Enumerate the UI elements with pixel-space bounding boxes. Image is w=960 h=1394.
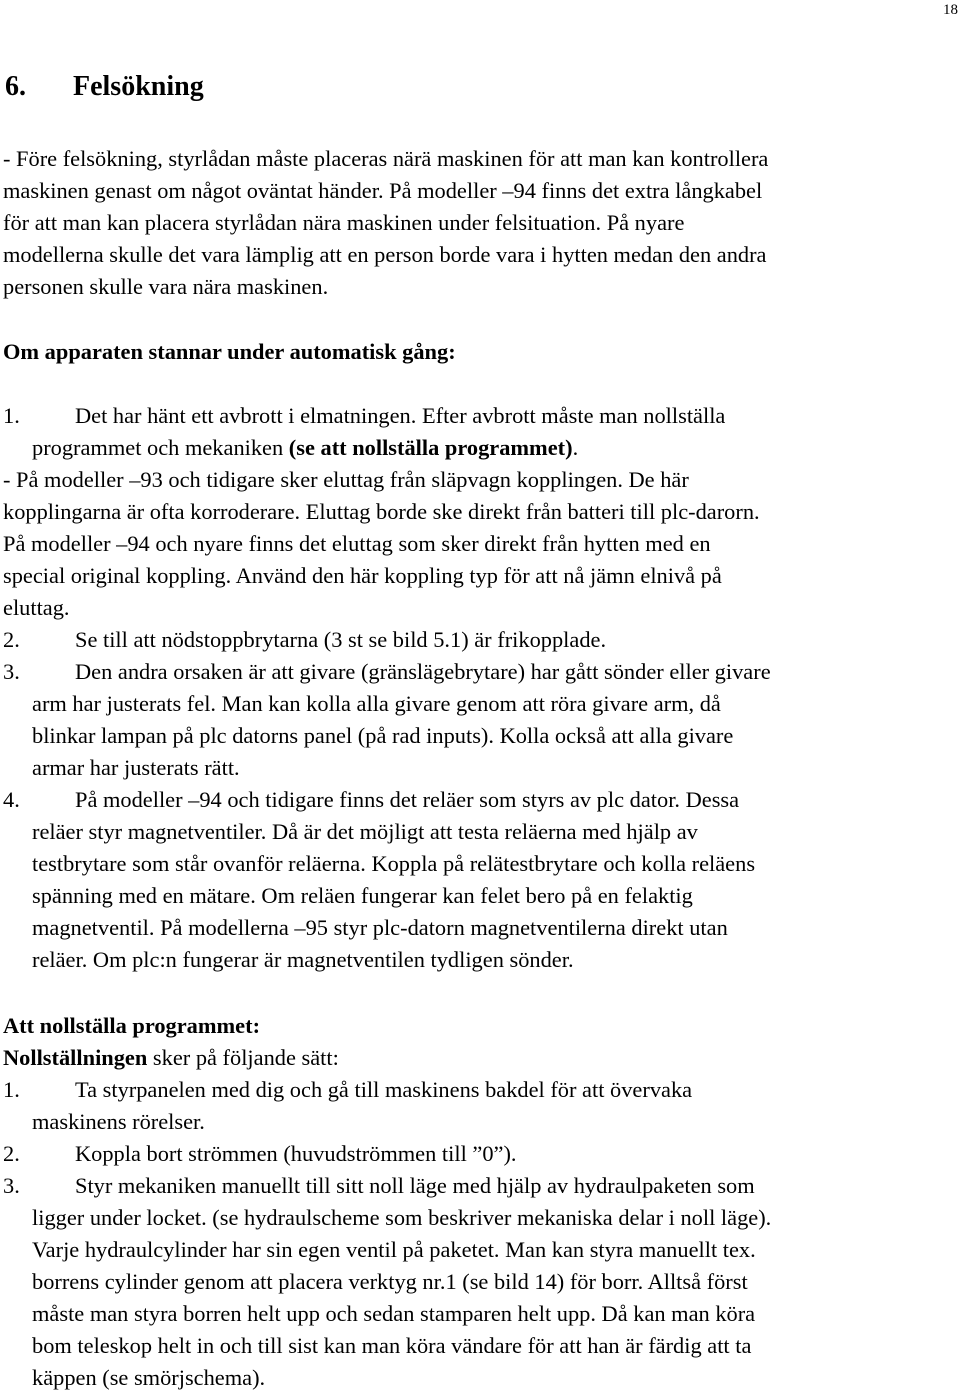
- text-line: maskinens rörelser.: [32, 1109, 205, 1134]
- text-line: - På modeller –93 och tidigare sker eluttag från släpvagn kopplingen. De här: [3, 467, 689, 492]
- spacer: [3, 368, 958, 400]
- text-line: borrens cylinder genom att placera verktyg nr.1 (se bild 14) för borr. Alltså först: [32, 1269, 748, 1294]
- list-number: 2.: [3, 627, 20, 652]
- text-line: testbrytare som står ovanför reläerna. Koppla på relätestbrytare och kolla reläens: [32, 851, 756, 876]
- text-line: bom teleskop helt in och till sist kan man köra vändare för att han är färdig att ta: [32, 1333, 752, 1358]
- subsection-heading: Att nollställa programmet:: [3, 1013, 261, 1038]
- text-line: Ta styrpanelen med dig och gå till maskinens bakdel för att övervaka: [75, 1077, 693, 1102]
- section-heading: [5, 69, 204, 105]
- text-line: spänning med en mätare. Om reläen fungerar kan felet bero på en felaktig: [32, 883, 693, 908]
- text-line: Det har hänt ett avbrott i elmatningen. Efter avbrott måste man nollställa: [75, 403, 726, 428]
- text-line: [3, 1042, 958, 1074]
- text-fragment: programmet och mekaniken: [32, 435, 289, 460]
- text-line: special original koppling. Använd den här koppling typ för att nå jämn elnivå på: [3, 563, 722, 588]
- list-item-3: [3, 1170, 958, 1202]
- text-line: personen skulle vara nära maskinen.: [3, 274, 329, 299]
- text-line: Koppla bort strömmen (huvudströmmen till ”0”).: [75, 1141, 517, 1166]
- subsection-heading: Om apparaten stannar under automatisk gång:: [3, 339, 456, 364]
- text-line: - Före felsökning, styrlådan måste placeras närä maskinen för att man kan kontrollera: [3, 146, 769, 171]
- list-number: 3.: [3, 1173, 20, 1198]
- text-line: Se till att nödstoppbrytarna (3 st se bild 5.1) är frikopplade.: [75, 627, 607, 652]
- text-line: reläer styr magnetventiler. Då är det möjligt att testa reläerna med hjälp av: [32, 819, 698, 844]
- section1: [3, 336, 958, 976]
- list-item-1: [3, 1074, 958, 1106]
- list-item-3: [3, 656, 958, 688]
- text-fragment: sker på följande sätt:: [147, 1045, 339, 1070]
- section2: [3, 1010, 958, 1394]
- list-number: 1.: [3, 403, 20, 428]
- text-fragment: .: [572, 435, 579, 460]
- text-line: modellerna skulle det vara lämplig att en person borde vara i hytten medan den andra: [3, 242, 767, 267]
- text-line: kopplingarna är ofta korroderare. Eluttag borde ske direkt från batteri till plc-darorn.: [3, 499, 760, 524]
- list-item-4: [3, 784, 958, 816]
- text-line: reläer. Om plc:n fungerar är magnetventilen tydligen sönder.: [32, 947, 574, 972]
- text-line: måste man styra borren helt upp och sedan stamparen helt upp. Då kan man köra: [32, 1301, 756, 1326]
- list-item-1: [3, 400, 958, 432]
- page-number: 18: [943, 2, 958, 18]
- text-line: [3, 432, 958, 464]
- text-line: arm har justerats fel. Man kan kolla alla givare genom att röra givare arm, då: [32, 691, 721, 716]
- text-line: armar har justerats rätt.: [32, 755, 240, 780]
- section-title: Felsökning: [73, 71, 204, 102]
- intro-paragraph: [3, 143, 958, 303]
- text-fragment: Nollställningen: [3, 1045, 148, 1070]
- text-line: för att man kan placera styrlådan nära maskinen under felsituation. På nyare: [3, 210, 685, 235]
- cross-reference: (se att nollställa programmet): [288, 435, 573, 460]
- text-line: På modeller –94 och nyare finns det eluttag som sker direkt från hytten med en: [3, 531, 711, 556]
- text-line: Den andra orsaken är att givare (gränslägebrytare) har gått sönder eller givare: [75, 659, 771, 684]
- list-number: 1.: [3, 1077, 20, 1102]
- text-line: käppen (se smörjschema).: [32, 1365, 266, 1390]
- list-number: 3.: [3, 659, 20, 684]
- text-line: ligger under locket. (se hydraulscheme som beskriver mekaniska delar i noll läge).: [32, 1205, 772, 1230]
- list-item-2: [3, 1138, 958, 1170]
- list-number: 2.: [3, 1141, 20, 1166]
- text-line: magnetventil. På modellerna –95 styr plc-datorn magnetventilerna direkt utan: [32, 915, 728, 940]
- text-line: maskinen genast om något oväntat händer. På modeller –94 finns det extra långkabel: [3, 178, 763, 203]
- text-line: Varje hydraulcylinder har sin egen ventil på paketet. Man kan styra manuellt tex.: [32, 1237, 756, 1262]
- section-number: 6.: [5, 71, 26, 102]
- list-number: 4.: [3, 787, 20, 812]
- text-line: På modeller –94 och tidigare finns det reläer som styrs av plc dator. Dessa: [75, 787, 740, 812]
- list-item-2: [3, 624, 958, 656]
- text-line: eluttag.: [3, 595, 70, 620]
- text-line: blinkar lampan på plc datorns panel (på rad inputs). Kolla också att alla givare: [32, 723, 734, 748]
- text-line: Styr mekaniken manuellt till sitt noll läge med hjälp av hydraulpaketen som: [75, 1173, 755, 1198]
